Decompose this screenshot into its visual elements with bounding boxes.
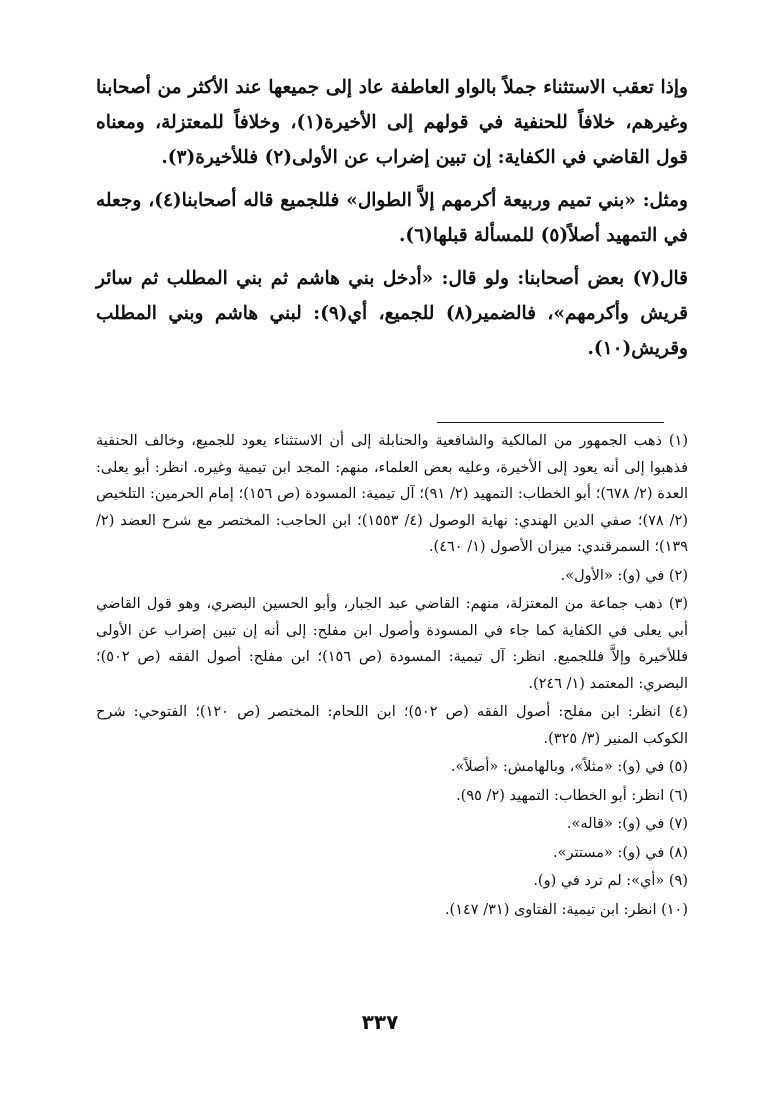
paragraph-text: وإذا تعقب الاستثناء جملاً بالواو العاطفة عاد إلى جميعها عند الأكثر من أصحابنا وغيرهم، خلافاً للحنفية في قولهم إلى الأخيرة(١)، وخلافاً للمعتزلة، ومعناه قول القاضي في الكفاية: إن تبين إضراب عن الأولى(٢) فللأخيرة(٣).	[96, 77, 688, 168]
footnote-item: (٣) ذهب جماعة من المعتزلة، منهم: القاضي عبد الجبار، وأبو الحسين البصري، وهو قول القاضي أبي يعلى في الكفاية كما جاء في المسودة وأصول ابن مفلح: إلى أنه إن تبين إضراب عن الأولى فللأخيرة وإلاَّ فللجميع. انظر: آل تيمية: المسودة (ص ١٥٦)؛ ابن مفلح: أصول الفقه (ص ٥٠٢)؛ البصري: المعتمد (١/ ٢٤٦).	[96, 596, 688, 692]
paragraph	[96, 183, 688, 253]
footnote-item: (١) ذهب الجمهور من المالكية والشافعية والحنابلة إلى أن الاستثناء يعود للجميع، وخالف الحنفية فذهبوا إلى أنه يعود إلى الأخيرة، وعليه بعض العلماء، منهم: المجد ابن تيمية وغيره. انظر: أبو يعلى: العدة (٢/ ٦٧٨)؛ أبو الخطاب: التمهيد (٢/ ٩١)؛ آل تيمية: المسودة (ص ١٥٦)؛ إمام الحرمين: التلخيص (٢/ ٧٨)؛ صفي الدين الهندي: نهاية الوصول (٤/ ١٥٥٣)؛ ابن الحاجب: المختصر مع شرح العضد (٢/ ١٣٩)؛ السمرقندي: ميزان الأصول (١/ ٤٦٠).	[96, 433, 689, 555]
paragraph-text: ومثل: «بني تميم وربيعة أكرمهم إلاَّ الطوال» فللجميع قاله أصحابنا(٤)، وجعله في التمهيد أصلاً(٥) للمسألة قبلها(٦).	[96, 190, 688, 246]
footnote-separator	[437, 422, 664, 423]
paragraph	[96, 261, 688, 366]
main-text	[96, 70, 688, 374]
paragraph-text: قال(٧) بعض أصحابنا: ولو قال: «أدخل بني هاشم ثم بني المطلب ثم سائر قريش وأكرمهم»، فالضمير(٨) للجميع، أي(٩): لبني هاشم وبني المطلب وقريش(١٠).	[96, 268, 689, 359]
footnote-item: (٨) في (و): «مستتر».	[553, 844, 688, 861]
paragraph	[96, 70, 688, 175]
footnote-item: (٩) «أي»: لم ترد في (و).	[533, 873, 688, 889]
footnotes	[96, 428, 688, 923]
footnote-item: (٦) انظر: أبو الخطاب: التمهيد (٢/ ٩٥).	[456, 787, 688, 804]
footnote-item: (٥) في (و): «مثلاً»، وبالهامش: «أصلاً».	[450, 759, 688, 775]
footnote-item: (١٠) انظر: ابن تيمية: الفتاوى (٣١/ ١٤٧).	[444, 901, 688, 918]
page-number: ٣٣٧	[361, 1010, 399, 1034]
footnote-item: (٢) في (و): «الأول».	[560, 567, 688, 584]
footnote-item: (٧) في (و): «قاله».	[566, 816, 688, 832]
footnote-item: (٤) انظر: ابن مفلح: أصول الفقه (ص ٥٠٢)؛ ابن اللحام: المختصر (ص ١٢٠)؛ الفتوحي: شرح الكوكب المنير (٣/ ٣٢٥).	[96, 704, 688, 747]
